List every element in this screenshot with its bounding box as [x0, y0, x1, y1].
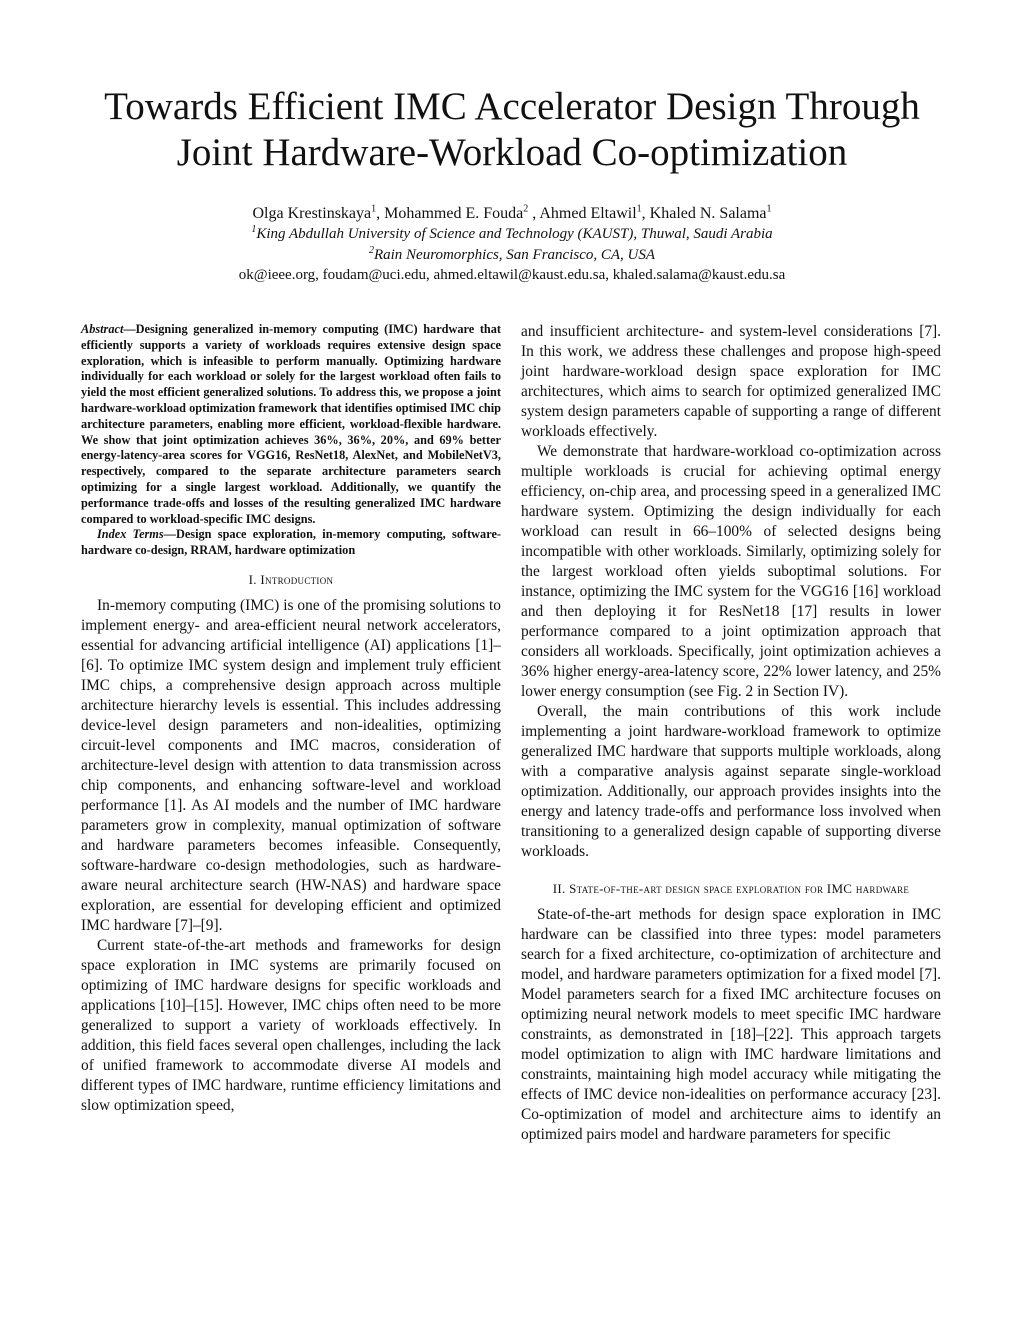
intro-paragraph-4: Overall, the main contributions of this work include implementing a joint hardware-workload framework to optimize generalized IMC hardware that supports multiple workloads, along with a comparative analysis against separate single-workload optimization. Additionally, our approach provides insights into the energy and latency trade-offs and performance loss involved when transitioning to a generalized design capable of supporting diverse workloads. [521, 703, 941, 860]
author-emails: ok@ieee.org, foudam@uci.edu, ahmed.eltawil@kaust.edu.sa, khaled.salama@kaust.edu.sa [238, 267, 786, 283]
intro-paragraph-2: Current state-of-the-art methods and frameworks for design space exploration in IMC systems are primarily focused on optimizing of IMC hardware designs for specific workloads and applications [10]–[15]. However, IMC chips often need to be more generalized to support a variety of workloads effectively. In addition, this field faces several open challenges, including the lack of unified framework to accommodate diverse AI models and different types of IMC hardware, runtime efficiency limitations and slow optimization speed, [81, 936, 501, 1114]
abstract-text: —Designing generalized in-memory computing (IMC) hardware that efficiently supports a variety of workloads requires extensive design space exploration, which is infeasible to perform manually. Optimizing hardware individually for each workload or solely for the largest workload often fails to yield the most efficient generalized solutions. To address this, we propose a joint hardware-workload optimization framework that identifies optimised IMC chip architecture parameters, enabling more efficient, workload-flexible hardware. We show that joint optimization achieves 36%, 36%, 20%, and 69% better energy-latency-area scores for VGG16, ResNet18, AlexNet, and MobileNetV3, respectively, compared to the separate architecture parameters search optimizing for a single largest workload. Additionally, we quantify the performance trade-offs and losses of the resulting generalized IMC hardware compared to workload-specific IMC designs. [81, 322, 501, 526]
author-name: Ahmed Eltawil [539, 205, 637, 222]
abstract [81, 322, 501, 527]
right-column [521, 322, 941, 1145]
title-line-1: Towards Efficient IMC Accelerator Design Through [104, 85, 920, 128]
left-column [81, 322, 501, 1116]
author-name: Olga Krestinskaya [252, 205, 372, 222]
section-heading-introduction: I. Introduction [248, 571, 334, 587]
index-terms-text: —Design space exploration, in-memory computing, software-hardware co-design, RRAM, hardware optimization [81, 527, 501, 558]
intro-paragraph-1: In-memory computing (IMC) is one of the promising solutions to implement energy- and area-efficient neural network accelerators, essential for advancing artificial intelligence (AI) applications [1]–[6]. To optimize IMC system design and implement truly efficient IMC chips, a comprehensive design approach across multiple architecture hierarchy levels is essential. This includes addressing device-level design parameters and non-idealities, optimizing circuit-level components and IMC macros, consideration of architecture-level design with attention to data transmission across chip components, and enhancing software-level and workload performance [1]. As AI models and the number of IMC hardware parameters grow in complexity, manual optimization of software and hardware parameters becomes infeasible. Consequently, software-hardware co-design methodologies, such as hardware-aware neural architecture search (HW-NAS) and hardware space exploration, are essential for developing efficient and optimized IMC hardware [7]–[9]. [81, 596, 501, 934]
intro-paragraph-continued: and insufficient architecture- and system-level considerations [7]. In this work, we address these challenges and propose high-speed joint hardware-workload design space exploration for IMC architectures, which aims to search for optimized generalized IMC system design parameters capable of supporting a range of different workloads effectively. [521, 323, 941, 440]
abstract-label: Abstract [81, 322, 124, 336]
affiliation-1: $^1$King Abdullah University of Science and Technology (KAUST), Thuwal, Saudi Arabia [251, 224, 773, 242]
index-terms-label: Index Terms [97, 527, 164, 542]
paper-title [40, 84, 984, 176]
intro-paragraph-3: We demonstrate that hardware-workload co-optimization across multiple workloads is crucial for achieving optimal energy efficiency, on-chip area, and processing speed in a generalized IMC hardware system. Optimizing the design individually for each workload can result in 66–100% of selected designs being incompatible with other workloads. Similarly, optimizing solely for the largest workload often yields suboptimal solutions. For instance, optimizing the IMC system for the VGG16 [16] workload and then deploying it for ResNet18 [17] results in lower performance compared to a joint optimization approach that considers all workloads. Specifically, joint optimization achieves a 36% higher energy-area-latency score, 22% lower latency, and 25% lower energy consumption (see Fig. 2 in Section IV). [521, 443, 941, 700]
index-terms [81, 527, 501, 559]
author-list: Olga Krestinskaya$^1$, Mohammed E. Fouda$^2$ , Ahmed Eltawil$^1$, Khaled N. Salama$^1$ [252, 203, 772, 222]
author-name: Khaled N. Salama [649, 205, 767, 222]
section-heading-sota: II. State-of-the-art design space exploration for IMC hardware [552, 881, 910, 896]
affiliation-2: $^2$Rain Neuromorphics, San Francisco, CA, USA [368, 245, 656, 263]
sota-paragraph-1: State-of-the-art methods for design space exploration in IMC hardware can be classified into three types: model parameters search for a fixed architecture, co-optimization of architecture and model, and hardware parameters optimization for a fixed model [7]. Model parameters search for a fixed IMC architecture focuses on optimizing neural network models to meet specific IMC hardware constraints, as demonstrated in [18]–[22]. This approach targets model optimization to align with IMC hardware limitations and constraints, maintaining high model accuracy while mitigating the effects of IMC device non-idealities on performance accuracy [23]. Co-optimization of model and architecture aims to identify an optimized pairs model and hardware parameters for specific [521, 906, 941, 1143]
author-name: Mohammed E. Fouda [384, 205, 524, 222]
title-line-2: Joint Hardware-Workload Co-optimization [176, 131, 848, 174]
